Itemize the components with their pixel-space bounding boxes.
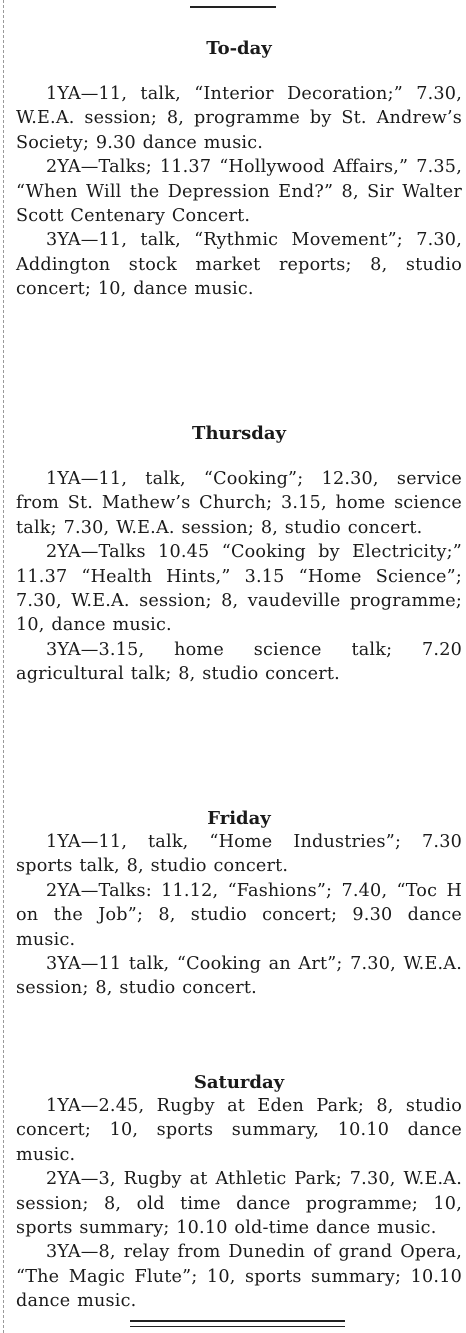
section-heading: Friday <box>207 808 271 829</box>
column-border <box>3 0 4 1333</box>
section-heading: Saturday <box>193 1072 285 1093</box>
section-saturday <box>16 1072 462 1314</box>
schedule-entry: 3YA—3.15, home science talk; 7.20 agricultural talk; 8, studio concert. <box>16 639 462 685</box>
schedule-entry: 1YA—11, talk, “Home Industries”; 7.30 sports talk, 8, studio concert. <box>16 832 462 877</box>
schedule-entry: 1YA—2.45, Rugby at Eden Park; 8, studio concert; 10, sports summary, 10.10 dance music. <box>16 1096 462 1165</box>
schedule-entry: 2YA—Talks; 11.37 “Hollywood Affairs,” 7.35, “When Will the Depression End?” 8, Sir Walter Scott Centenary Concert. <box>16 157 462 227</box>
section-thursday <box>16 423 462 687</box>
schedule-entry: 1YA—11, talk, “Interior Decoration;” 7.30, W.E.A. session; 8, programme by St. Andrew’s Society; 9.30 dance music. <box>16 84 462 153</box>
schedule-entry: 1YA—11, talk, “Cooking”; 12.30, service from St. Mathew’s Church; 3.15, home science talk; 7.30, W.E.A. session; 8, studio concert. <box>16 469 462 538</box>
schedule-entry: 2YA—Talks 10.45 “Cooking by Electricity;” 11.37 “Health Hints,” 3.15 “Home Science”; 7.30, W.E.A. session; 8, vaudeville programme; 10, dance music. <box>16 542 462 636</box>
schedule-entry: 3YA—8, relay from Dunedin of grand Opera, “The Magic Flute”; 10, sports summary; 10.10 dance music. <box>16 1242 462 1312</box>
schedule-entry: 2YA—Talks: 11.12, “Fashions”; 7.40, “Toc H on the Job”; 8, studio concert; 9.30 dance music. <box>16 880 462 950</box>
section-friday <box>16 808 462 1001</box>
top-rule <box>190 6 276 8</box>
schedule-entry: 3YA—11 talk, “Cooking an Art”; 7.30, W.E.A. session; 8, studio concert. <box>16 954 462 999</box>
section-heading: To-day <box>206 38 272 59</box>
schedule-entry: 2YA—3, Rugby at Athletic Park; 7.30, W.E.A. session; 8, old time dance programme; 10, sports summary; 10.10 old-time dance music. <box>16 1169 462 1239</box>
section-heading: Thursday <box>192 423 286 444</box>
section-today <box>16 38 462 302</box>
bottom-rule <box>130 1320 345 1327</box>
schedule-entry: 3YA—11, talk, “Rythmic Movement”; 7.30, Addington stock market reports; 8, studio concert; 10, dance music. <box>16 230 462 300</box>
